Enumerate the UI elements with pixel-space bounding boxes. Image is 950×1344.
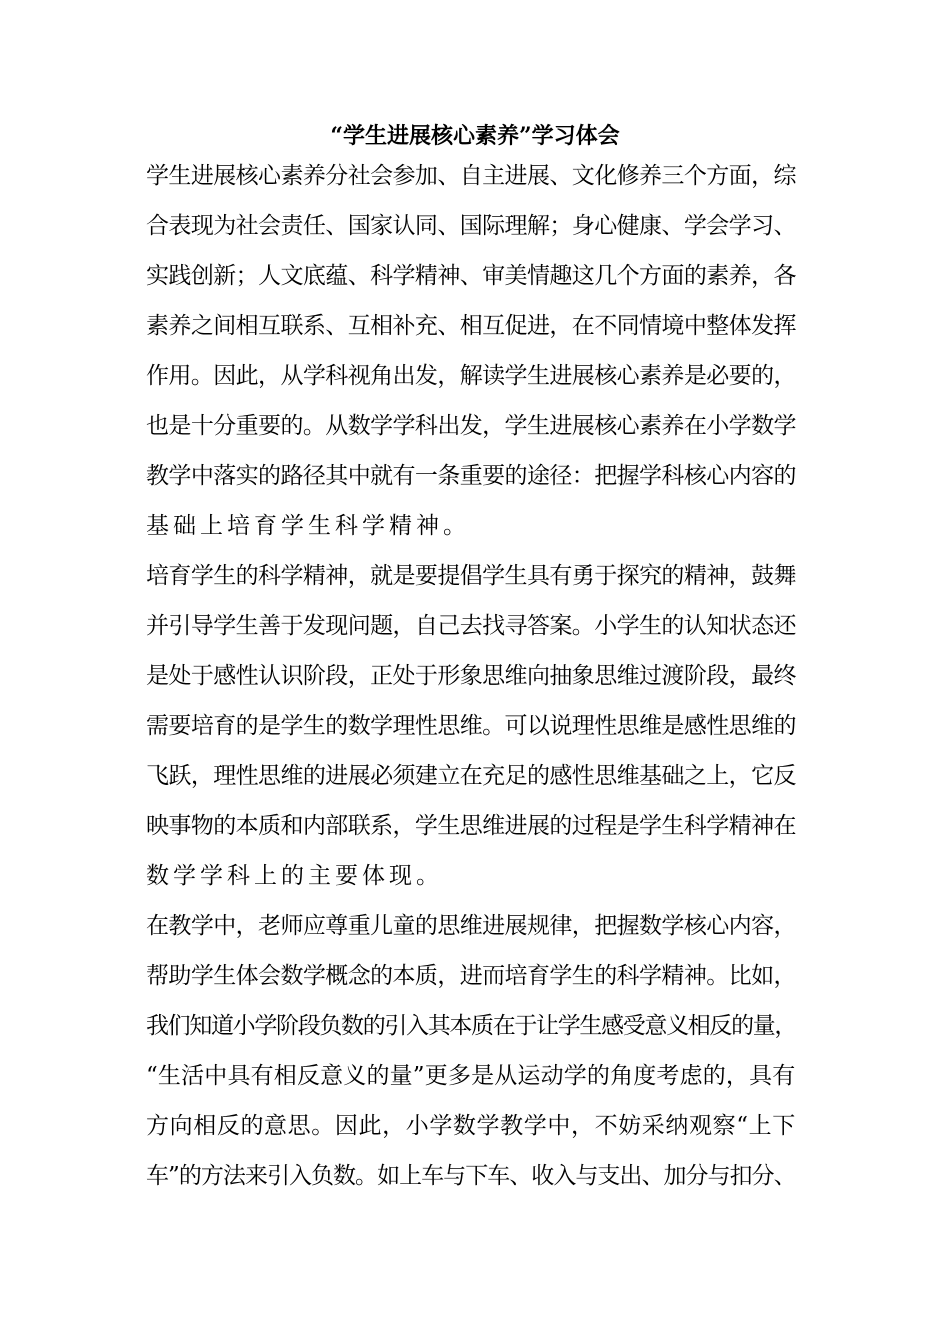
text-line: 基础上培育学生科学精神。 [146, 513, 470, 539]
text-line: “生活中具有相反意义的量”更多是从运动学的角度考虑的，具有 [146, 1063, 796, 1089]
text-line: 并引导学生善于发现问题，自己去找寻答案。小学生的认知状态还 [146, 613, 796, 639]
text-line: 数学学科上的主要体现。 [146, 863, 443, 889]
text-line: 帮助学生体会数学概念的本质，进而培育学生的科学精神。比如， [146, 963, 796, 989]
text-line: 在教学中，老师应尊重儿童的思维进展规律，把握数学核心内容， [146, 913, 796, 939]
text-line: 需要培育的是学生的数学理性思维。可以说理性思维是感性思维的 [146, 713, 796, 739]
text-line: 也是十分重要的。从数学学科出发，学生进展核心素养在小学数学 [146, 413, 796, 439]
text-line: 学生进展核心素养分社会参加、自主进展、文化修养三个方面，综 [146, 163, 796, 189]
text-line: 合表现为社会责任、国家认同、国际理解；身心健康、学会学习、 [146, 213, 796, 239]
text-line: 培育学生的科学精神，就是要提倡学生具有勇于探究的精神，鼓舞 [146, 563, 796, 589]
text-line: 作用。因此，从学科视角出发，解读学生进展核心素养是必要的， [146, 363, 796, 389]
text-line: 方向相反的意思。因此，小学数学教学中，不妨采纳观察“上下 [146, 1113, 796, 1139]
text-line: 车”的方法来引入负数。如上车与下车、收入与支出、加分与扣分、 [146, 1163, 796, 1189]
text-line: 教学中落实的路径其中就有一条重要的途径：把握学科核心内容的 [146, 463, 796, 489]
text-line: 映事物的本质和内部联系，学生思维进展的过程是学生科学精神在 [146, 813, 796, 839]
text-line: 实践创新；人文底蕴、科学精神、审美情趣这几个方面的素养，各 [146, 263, 796, 289]
text-line: 素养之间相互联系、互相补充、相互促进，在不同情境中整体发挥 [146, 313, 796, 339]
text-line: 是处于感性认识阶段，正处于形象思维向抽象思维过渡阶段，最终 [146, 663, 796, 689]
text-line: 飞跃，理性思维的进展必须建立在充足的感性思维基础之上，它反 [146, 763, 796, 789]
text-line: 我们知道小学阶段负数的引入其本质在于让学生感受意义相反的量， [146, 1013, 797, 1039]
document-title: “学生进展核心素养”学习体会 [330, 123, 620, 149]
